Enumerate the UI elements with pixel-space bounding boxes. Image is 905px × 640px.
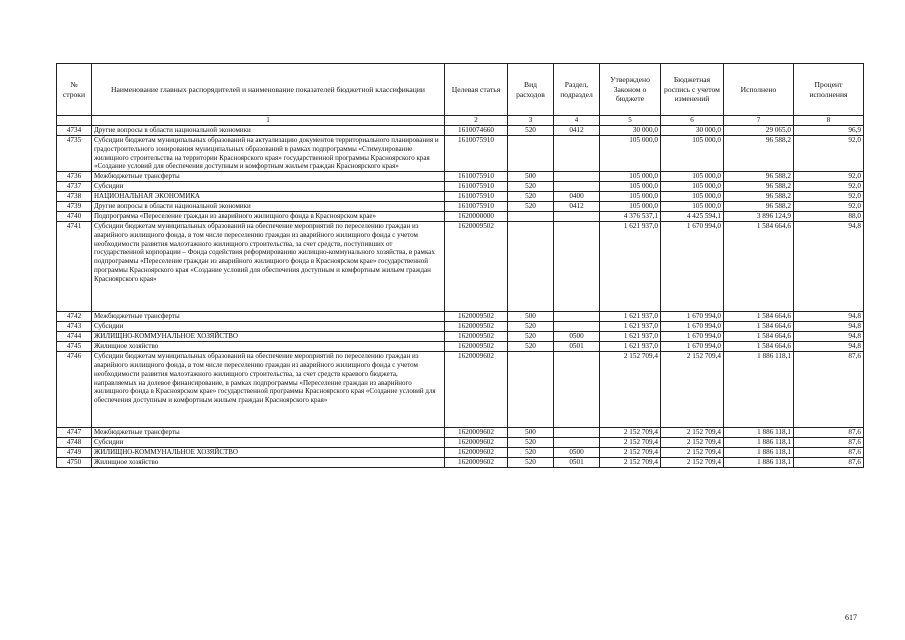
row-expense-kind (508, 136, 554, 172)
row-schedule: 105 000,0 (661, 136, 724, 172)
row-percent: 94,8 (794, 312, 864, 322)
table-row (57, 322, 864, 332)
row-executed: 1 886 118,1 (724, 437, 794, 447)
row-schedule: 2 152 709,4 (661, 457, 724, 467)
table-row (57, 182, 864, 192)
row-name: Межбюджетные трансферты (92, 427, 445, 437)
row-name: Подпрограмма «Переселение граждан из аварийного жилищного фонда в Красноярском крае» (92, 212, 445, 222)
row-target-article: 1620009602 (445, 437, 508, 447)
row-expense-kind (508, 212, 554, 222)
row-approved: 2 152 709,4 (600, 447, 661, 457)
row-number: 4737 (57, 182, 92, 192)
column-number: 4 (554, 116, 600, 126)
row-executed: 1 584 664,6 (724, 312, 794, 322)
row-section (554, 352, 600, 428)
row-schedule: 2 152 709,4 (661, 447, 724, 457)
row-expense-kind: 500 (508, 427, 554, 437)
table-row (57, 222, 864, 312)
row-expense-kind: 520 (508, 437, 554, 447)
row-percent: 94,8 (794, 342, 864, 352)
row-expense-kind: 520 (508, 322, 554, 332)
row-schedule: 105 000,0 (661, 202, 724, 212)
row-section (554, 172, 600, 182)
row-expense-kind: 520 (508, 342, 554, 352)
row-executed: 1 584 664,6 (724, 332, 794, 342)
row-name: Субсидии (92, 437, 445, 447)
row-executed: 1 886 118,1 (724, 457, 794, 467)
row-approved: 2 152 709,4 (600, 457, 661, 467)
row-name: НАЦИОНАЛЬНАЯ ЭКОНОМИКА (92, 192, 445, 202)
row-schedule: 4 425 594,1 (661, 212, 724, 222)
row-number: 4749 (57, 447, 92, 457)
row-expense-kind (508, 352, 554, 428)
table-row (57, 352, 864, 428)
row-approved: 2 152 709,4 (600, 427, 661, 437)
row-target-article: 1610075910 (445, 192, 508, 202)
row-number: 4741 (57, 222, 92, 312)
row-schedule: 105 000,0 (661, 192, 724, 202)
header-schedule: Бюджетная роспись с учетом изменений (661, 64, 724, 116)
row-target-article: 1620009602 (445, 457, 508, 467)
row-schedule: 105 000,0 (661, 182, 724, 192)
table-row (57, 447, 864, 457)
row-executed: 96 588,2 (724, 182, 794, 192)
row-approved: 105 000,0 (600, 202, 661, 212)
row-schedule: 1 670 994,0 (661, 332, 724, 342)
row-section: 0501 (554, 342, 600, 352)
row-name: Другие вопросы в области национальной экономики (92, 126, 445, 136)
row-executed: 1 584 664,6 (724, 322, 794, 332)
table-row (57, 437, 864, 447)
row-section (554, 437, 600, 447)
row-approved: 105 000,0 (600, 136, 661, 172)
row-expense-kind: 500 (508, 312, 554, 322)
row-section: 0400 (554, 192, 600, 202)
header-target: Целевая статья (445, 64, 508, 116)
header-name: Наименование главных распорядителей и наименование показателей бюджетной классификации (92, 64, 445, 116)
table-row (57, 136, 864, 172)
row-name: Межбюджетные трансферты (92, 172, 445, 182)
header-kind: Вид расходов (508, 64, 554, 116)
row-section (554, 222, 600, 312)
table-row (57, 202, 864, 212)
row-percent: 94,8 (794, 322, 864, 332)
row-target-article: 1610075910 (445, 202, 508, 212)
row-approved: 105 000,0 (600, 192, 661, 202)
row-approved: 2 152 709,4 (600, 437, 661, 447)
row-number: 4735 (57, 136, 92, 172)
column-number: 3 (508, 116, 554, 126)
row-section (554, 427, 600, 437)
row-number: 4747 (57, 427, 92, 437)
row-expense-kind: 520 (508, 202, 554, 212)
page-number: 617 (845, 613, 857, 622)
row-number: 4746 (57, 352, 92, 428)
table-row (57, 192, 864, 202)
row-section: 0412 (554, 202, 600, 212)
row-number: 4740 (57, 212, 92, 222)
row-expense-kind (508, 222, 554, 312)
row-percent: 92,0 (794, 172, 864, 182)
row-target-article: 1620000000 (445, 212, 508, 222)
row-percent: 92,0 (794, 136, 864, 172)
row-section (554, 212, 600, 222)
row-section: 0501 (554, 457, 600, 467)
header-section: Раздел, подраздел (554, 64, 600, 116)
row-approved: 30 000,0 (600, 126, 661, 136)
row-percent: 94,8 (794, 332, 864, 342)
row-name: Жилищное хозяйство (92, 342, 445, 352)
table-row (57, 427, 864, 437)
row-name: Субсидии бюджетам муниципальных образований на обеспечение мероприятий по переселению граждан из аварийного жилищного фонда, в том числе переселению граждан из аварийного жилищного фонда с учетом необходимости развития малоэтажного жилищного строительства, за счет средств, поступивших от государственной корпорации – Фонда содействия реформированию жилищно-коммунального хозяйства, в рамках подпрограммы «Переселение граждан из аварийного жилищного фонда в Красноярском крае» государственной программы Красноярского края «Создание условий для обеспечения доступным и комфортным жильем граждан Красноярского края» (92, 222, 445, 312)
header-executed: Исполнено (724, 64, 794, 116)
row-executed: 1 886 118,1 (724, 352, 794, 428)
row-name: Жилищное хозяйство (92, 457, 445, 467)
column-number-row (57, 116, 864, 126)
row-executed: 96 588,2 (724, 172, 794, 182)
row-schedule: 1 670 994,0 (661, 312, 724, 322)
row-target-article: 1620009602 (445, 427, 508, 437)
row-percent: 94,8 (794, 222, 864, 312)
row-name: Субсидии бюджетам муниципальных образований на актуализацию документов территориального планирования и градостроительного зонирования муниципальных образований в рамках подпрограммы «Стимулирование жилищного строительства на территории Красноярского края» государственной программы Красноярского края «Создание условий для обеспечения доступным и комфортным жильем граждан Красноярского края» (92, 136, 445, 172)
row-target-article: 1610075910 (445, 182, 508, 192)
row-target-article: 1620009502 (445, 322, 508, 332)
row-percent: 87,6 (794, 427, 864, 437)
row-name: Субсидии (92, 322, 445, 332)
row-target-article: 1620009602 (445, 352, 508, 428)
row-name: Субсидии бюджетам муниципальных образований на обеспечение мероприятий по переселению граждан из аварийного жилищного фонда, в том числе переселению граждан из аварийного жилищного фонда с учетом необходимости развития малоэтажного жилищного строительства, за счет средств краевого бюджета, направляемых на долевое финансирование, в рамках подпрограммы «Переселение граждан из аварийного жилищного фонда в Красноярском крае» государственной программы Красноярского края «Создание условий для обеспечения доступным и комфортным жильем граждан Красноярского края» (92, 352, 445, 428)
row-section: 0412 (554, 126, 600, 136)
row-executed: 3 896 124,9 (724, 212, 794, 222)
row-name: Субсидии (92, 182, 445, 192)
row-name: ЖИЛИЩНО-КОММУНАЛЬНОЕ ХОЗЯЙСТВО (92, 447, 445, 457)
row-number: 4738 (57, 192, 92, 202)
column-number: 1 (92, 116, 445, 126)
row-percent: 92,0 (794, 182, 864, 192)
row-number: 4750 (57, 457, 92, 467)
row-section: 0500 (554, 447, 600, 457)
row-schedule: 1 670 994,0 (661, 222, 724, 312)
table-row (57, 457, 864, 467)
row-target-article: 1620009502 (445, 332, 508, 342)
row-section (554, 136, 600, 172)
row-percent: 87,6 (794, 437, 864, 447)
row-approved: 1 621 937,0 (600, 332, 661, 342)
row-name: Межбюджетные трансферты (92, 312, 445, 322)
budget-table (56, 63, 864, 468)
row-expense-kind: 520 (508, 126, 554, 136)
row-approved: 1 621 937,0 (600, 312, 661, 322)
row-number: 4734 (57, 126, 92, 136)
row-expense-kind: 500 (508, 172, 554, 182)
row-expense-kind: 520 (508, 447, 554, 457)
row-approved: 1 621 937,0 (600, 322, 661, 332)
table-row (57, 126, 864, 136)
row-executed: 1 886 118,1 (724, 447, 794, 457)
row-executed: 96 588,2 (724, 136, 794, 172)
row-target-article: 1610075910 (445, 172, 508, 182)
row-schedule: 105 000,0 (661, 172, 724, 182)
row-approved: 4 376 537,1 (600, 212, 661, 222)
row-schedule: 2 152 709,4 (661, 437, 724, 447)
row-schedule: 1 670 994,0 (661, 322, 724, 332)
row-section (554, 182, 600, 192)
row-target-article: 1620009502 (445, 342, 508, 352)
row-target-article: 1610074660 (445, 126, 508, 136)
row-schedule: 30 000,0 (661, 126, 724, 136)
row-approved: 105 000,0 (600, 182, 661, 192)
row-approved: 1 621 937,0 (600, 222, 661, 312)
row-target-article: 1620009602 (445, 447, 508, 457)
row-number: 4736 (57, 172, 92, 182)
table-row (57, 332, 864, 342)
header-row (57, 64, 864, 116)
column-number: 6 (661, 116, 724, 126)
row-target-article: 1620009502 (445, 312, 508, 322)
row-approved: 2 152 709,4 (600, 352, 661, 428)
row-approved: 1 621 937,0 (600, 342, 661, 352)
row-number: 4748 (57, 437, 92, 447)
column-number: 7 (724, 116, 794, 126)
column-number (57, 116, 92, 126)
table-row (57, 172, 864, 182)
row-percent: 96,9 (794, 126, 864, 136)
row-name: ЖИЛИЩНО-КОММУНАЛЬНОЕ ХОЗЯЙСТВО (92, 332, 445, 342)
row-section (554, 322, 600, 332)
row-percent: 92,0 (794, 192, 864, 202)
column-number: 2 (445, 116, 508, 126)
row-expense-kind: 520 (508, 332, 554, 342)
header-percent: Процент исполнения (794, 64, 864, 116)
table-body (57, 126, 864, 468)
row-percent: 92,0 (794, 202, 864, 212)
row-expense-kind: 520 (508, 192, 554, 202)
row-executed: 96 588,2 (724, 202, 794, 212)
table-row (57, 312, 864, 322)
header-approved: Утверждено Законом о бюджете (600, 64, 661, 116)
row-executed: 1 584 664,6 (724, 342, 794, 352)
row-section (554, 312, 600, 322)
row-executed: 96 588,2 (724, 192, 794, 202)
row-executed: 1 584 664,6 (724, 222, 794, 312)
row-expense-kind: 520 (508, 182, 554, 192)
row-schedule: 2 152 709,4 (661, 427, 724, 437)
row-schedule: 1 670 994,0 (661, 342, 724, 352)
row-name: Другие вопросы в области национальной экономики (92, 202, 445, 212)
row-number: 4745 (57, 342, 92, 352)
row-percent: 87,6 (794, 352, 864, 428)
row-target-article: 1610075910 (445, 136, 508, 172)
row-number: 4739 (57, 202, 92, 212)
row-section: 0500 (554, 332, 600, 342)
table-row (57, 342, 864, 352)
row-number: 4742 (57, 312, 92, 322)
column-number: 5 (600, 116, 661, 126)
row-executed: 1 886 118,1 (724, 427, 794, 437)
table-row (57, 212, 864, 222)
row-percent: 88,0 (794, 212, 864, 222)
row-schedule: 2 152 709,4 (661, 352, 724, 428)
row-expense-kind: 520 (508, 457, 554, 467)
header-num: № строки (57, 64, 92, 116)
row-number: 4744 (57, 332, 92, 342)
row-target-article: 1620009502 (445, 222, 508, 312)
row-percent: 87,6 (794, 457, 864, 467)
column-number: 8 (794, 116, 864, 126)
row-approved: 105 000,0 (600, 172, 661, 182)
row-executed: 29 065,0 (724, 126, 794, 136)
row-percent: 87,6 (794, 447, 864, 457)
row-number: 4743 (57, 322, 92, 332)
